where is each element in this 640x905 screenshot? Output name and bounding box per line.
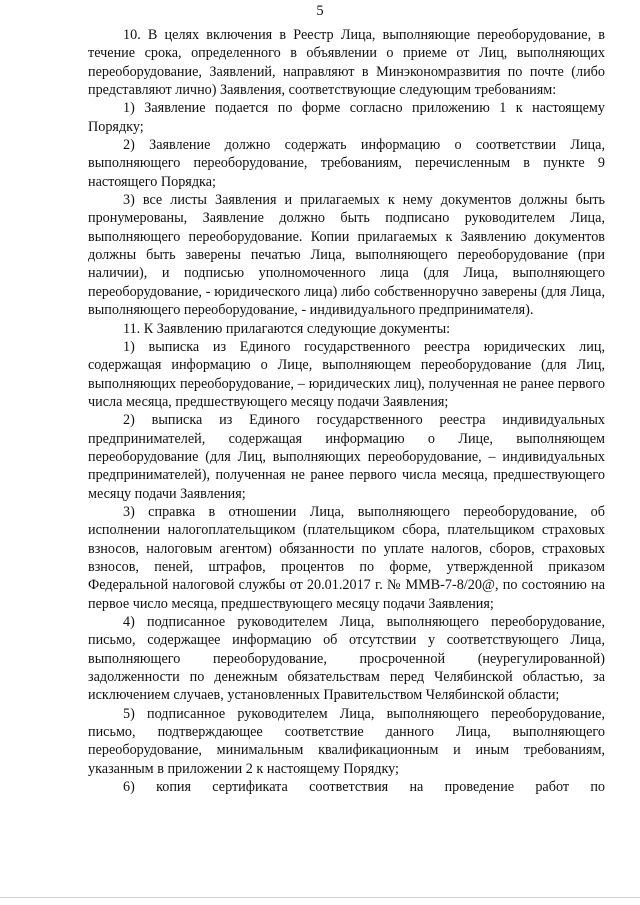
document-body [88, 26, 605, 796]
paragraph-11-item-2: 2) выписка из Единого государственного реестра индивидуальных предпринимателей, содержащая информацию о Лице, выполняющем переоборудование (для Лиц, выполняющих переоборудование, – индивидуальных предпринимателей), полученная не ранее первого числа месяца, предшествующего месяцу подачи Заявления; [88, 412, 605, 502]
page-bottom-edge [0, 897, 640, 898]
paragraph-10-item-3: 3) все листы Заявления и прилагаемых к нему документов должны быть пронумерованы, Заявление должно быть подписано руководителем Лица, выполняющего переоборудование. Копии прилагаемых к Заявлению документов должны быть заверены печатью Лица, выполняющего переоборудование (при наличии), и подписью уполномоченного лица (для Лица, выполняющего переоборудование, - юридического лица) либо собственноручно заверены (для Лица, выполняющего переоборудование, - индивидуального предпринимателя). [88, 192, 605, 319]
paragraph-11-item-6: 6) копия сертификата соответствия на проведение работ по [123, 779, 605, 796]
paragraph-10-item-1: 1) Заявление подается по форме согласно приложению 1 к настоящему Порядку; [88, 100, 605, 135]
paragraph-11-item-4: 4) подписанное руководителем Лица, выполняющего переоборудование, письмо, содержащее информацию об отсутствии у соответствующего Лица, выполняющего переоборудование, просроченной (неурегулированной) задолженности по денежным обязательствам перед Челябинской областью, за исключением случаев, установленных Правительством Челябинской области; [88, 614, 605, 704]
paragraph-10: 10. В целях включения в Реестр Лица, выполняющие переоборудование, в течение срока, определенного в объявлении о приеме от Лиц, выполняющих переоборудование, Заявлений, направляют в Минэкономразвития по почте (либо представляют лично) Заявления, соответствующие следующим требованиям: [88, 27, 605, 99]
paragraph-11-item-5: 5) подписанное руководителем Лица, выполняющего переоборудование, письмо, подтверждающее соответствие данного Лица, выполняющего переоборудование, минимальным квалификационным и иным требованиям, указанным в приложении 2 к настоящему Порядку; [88, 705, 605, 777]
paragraph-10-item-2: 2) Заявление должно содержать информацию о соответствии Лица, выполняющего переоборудование, требованиям, перечисленным в пункте 9 настоящего Порядка; [88, 137, 605, 190]
page-number: 5 [316, 3, 324, 19]
paragraph-11-item-1: 1) выписка из Единого государственного реестра юридических лиц, содержащая информацию о Лице, выполняющем переоборудование (для Лиц, выполняющих переоборудование, – юридических лиц), полученная не ранее первого числа месяца, предшествующего месяцу подачи Заявления; [88, 338, 605, 410]
paragraph-11: 11. К Заявлению прилагаются следующие документы: [123, 320, 451, 337]
paragraph-11-item-3: 3) справка в отношении Лица, выполняющего переоборудование, об исполнении налогоплательщиком (плательщиком сбора, плательщиком страховых взносов, налоговым агентом) обязанности по уплате налогов, сборов, страховых взносов, пеней, штрафов, процентов по форме, утвержденной приказом Федеральной налоговой службы от 20.01.2017 г. № ММВ-7-8/20@, по состоянию на первое число месяца, предшествующего месяцу подачи Заявления; [88, 503, 605, 612]
